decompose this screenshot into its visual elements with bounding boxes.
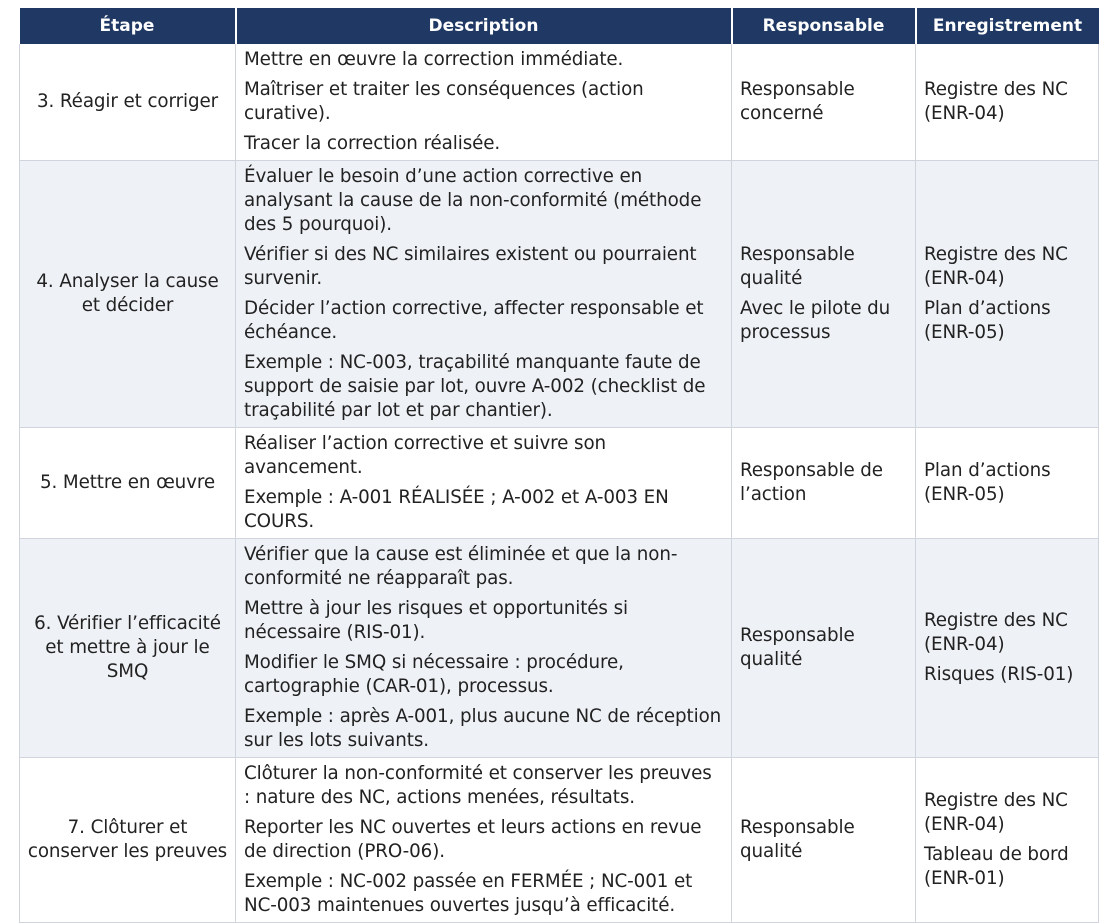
description-line: Mettre à jour les risques et opportunités si nécessaire (RIS-01). [244,598,628,643]
description-line: Exemple : NC-002 passée en FERMÉE ; NC-001 et NC-003 maintenues ouvertes jusqu’à efficacité. [244,871,693,916]
description-line: Tracer la correction réalisée. [244,133,501,154]
step-cell: 5. Mettre en œuvre [20,428,236,539]
table-row [20,539,1099,758]
description-cell [236,161,732,428]
table-row [20,428,1099,539]
description-cell [236,428,732,539]
responsable-cell [732,539,916,758]
description-line: Réaliser l’action corrective et suivre son avancement. [244,433,607,478]
header-enregistrement: Enregistrement [916,8,1099,44]
enregistrement-cell [916,539,1099,758]
enregistrement-line: Risques (RIS-01) [924,664,1074,685]
responsable-cell [732,161,916,428]
table-row [20,44,1099,161]
responsable-line: Responsable qualité [740,817,855,862]
description-line: Mettre en œuvre la correction immédiate. [244,49,624,70]
header-description: Description [236,8,732,44]
description-line: Reporter les NC ouvertes et leurs actions en revue de direction (PRO-06). [244,817,702,862]
description-line: Décider l’action corrective, affecter responsable et échéance. [244,298,704,343]
description-line: Vérifier si des NC similaires existent ou pourraient survenir. [244,244,697,289]
enregistrement-line: Registre des NC (ENR-04) [924,79,1068,124]
responsable-line: Responsable qualité [740,625,855,670]
header-etape: Étape [20,8,236,44]
enregistrement-cell [916,428,1099,539]
procedure-table [19,8,1099,923]
enregistrement-line: Plan d’actions (ENR-05) [924,460,1051,505]
description-line: Vérifier que la cause est éliminée et que la non-conformité ne réapparaît pas. [244,544,678,589]
table-row [20,758,1099,923]
step-cell: 3. Réagir et corriger [20,44,236,161]
description-line: Exemple : après A-001, plus aucune NC de réception sur les lots suivants. [244,706,722,751]
description-cell [236,758,732,923]
table-header-row [20,8,1099,44]
description-line: Clôturer la non-conformité et conserver les preuves : nature des NC, actions menées, résultats. [244,763,712,808]
enregistrement-line: Registre des NC (ENR-04) [924,790,1068,835]
enregistrement-cell [916,44,1099,161]
description-line: Modifier le SMQ si nécessaire : procédure, cartographie (CAR-01), processus. [244,652,624,697]
procedure-table-container [19,8,1098,923]
enregistrement-line: Registre des NC (ENR-04) [924,244,1068,289]
enregistrement-line: Registre des NC (ENR-04) [924,610,1068,655]
description-line: Exemple : A-001 RÉALISÉE ; A-002 et A-003 EN COURS. [244,487,669,532]
responsable-cell [732,428,916,539]
enregistrement-cell [916,758,1099,923]
responsable-cell [732,44,916,161]
step-cell: 7. Clôturer et conserver les preuves [20,758,236,923]
step-cell: 4. Analyser la cause et décider [20,161,236,428]
description-cell [236,539,732,758]
table-row [20,161,1099,428]
enregistrement-cell [916,161,1099,428]
enregistrement-line: Tableau de bord (ENR-01) [924,844,1069,889]
responsable-cell [732,758,916,923]
enregistrement-line: Plan d’actions (ENR-05) [924,298,1051,343]
description-line: Exemple : NC-003, traçabilité manquante faute de support de saisie par lot, ouvre A-002 (checklist de traçabilité par lot et par chantier). [244,352,706,421]
responsable-line: Responsable concerné [740,79,855,124]
description-line: Maîtriser et traiter les conséquences (action curative). [244,79,644,124]
responsable-line: Responsable de l’action [740,460,883,505]
description-line: Évaluer le besoin d’une action corrective en analysant la cause de la non-conformité (méthode des 5 pourquoi). [244,166,702,235]
description-cell [236,44,732,161]
step-cell: 6. Vérifier l’efficacité et mettre à jour le SMQ [20,539,236,758]
header-responsable: Responsable [732,8,916,44]
responsable-line: Avec le pilote du processus [740,298,891,343]
responsable-line: Responsable qualité [740,244,855,289]
